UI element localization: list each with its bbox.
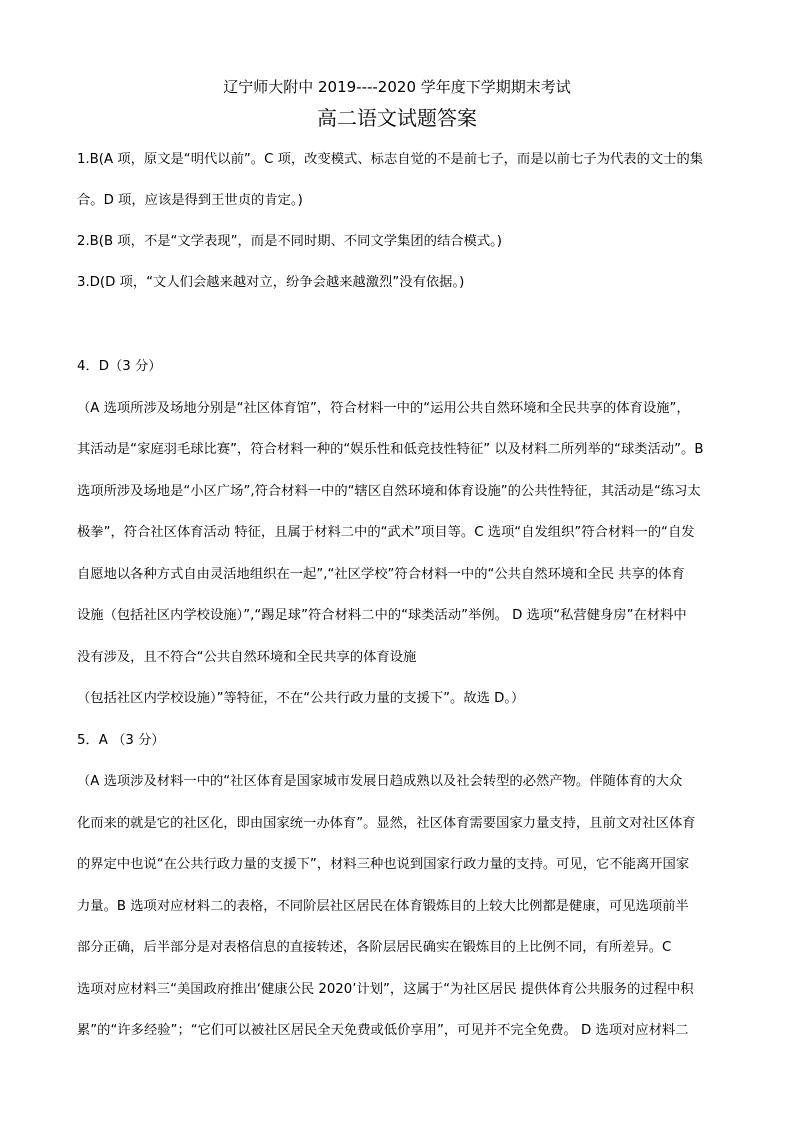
answer-line: 选项对应材料三“美国政府推出‘健康公民 2020’计划”，这属于“为社区居民 提供体育公共服务的过程中积 xyxy=(77,982,694,997)
answer-line: 选项所涉及场地是“小区广场”,符合材料一中的“辖区自然环境和体育设施”的公共性特征，其活动是“练习太 xyxy=(77,484,701,499)
answer-line: （包括社区内学校设施）”等特征，不在“公共行政力量的支援下”。故选 D。） xyxy=(77,691,525,706)
answer-line: 设施（包括社区内学校设施）”,“踢足球”符合材料二中的“球类活动”举例。 D 选项“私营健身房”在材料中 xyxy=(77,608,687,623)
answer-line: 化而来的就是它的社区化，即由国家统一办体育”。显然，社区体育需要国家力量支持，且前文对社区体育 xyxy=(77,816,696,831)
document-title: 高二语文试题答案 xyxy=(317,106,477,130)
answer-line: （A 选项涉及材料一中的“社区体育是国家城市发展日趋成熟以及社会转型的必然产物。伴随体育的大众 xyxy=(77,774,683,789)
answer-line: 累”的“许多经验”；“它们可以被社区居民全天免费或低价享用”，可见并不完全免费。 D 选项对应材料二 xyxy=(77,1023,689,1038)
answer-line: 极拳”，符合社区体育活动 特征，且属于材料二中的“武术”项目等。C 选项“自发组织”符合材料一的“自发 xyxy=(77,525,695,540)
answer-line: 自愿地以各种方式自由灵活地组织在一起”,“社区学校”符合材料一中的“公共自然环境和全民 共享的体育 xyxy=(77,567,685,582)
answer-line: 3.D(D 项，“文人们会越来越对立，纷争会越来越激烈”没有依据。) xyxy=(77,275,465,290)
answer-line: 其活动是“家庭羽毛球比赛”，符合材料一种的“娱乐性和低竞技性特征” 以及材料二所列举的“球类活动”。B xyxy=(77,442,704,457)
answer-line: 1.B(A 项，原文是“明代以前”。C 项，改变模式、标志自觉的不是前七子，而是以前七子为代表的文士的集 xyxy=(77,152,704,167)
answer-line: 4．D（3 分） xyxy=(77,359,162,374)
answer-line: 合。D 项，应该是得到王世贞的肯定。) xyxy=(77,193,303,208)
answer-line: 2.B(B 项，不是“文学表现”，而是不同时期、不同文学集团的结合模式。) xyxy=(77,234,502,249)
answer-line: （A 选项所涉及场地分别是“社区体育馆”，符合材料一中的“运用公共自然环境和全民共享的体育设施”， xyxy=(77,401,690,416)
school-exam-header: 辽宁师大附中 2019----2020 学年度下学期期末考试 xyxy=(223,78,571,96)
answer-line: 没有涉及，且不符合“公共自然环境和全民共享的体育设施 xyxy=(77,650,417,665)
answer-line: 力量。B 选项对应材料二的表格，不同阶层社区居民在体育锻炼目的上较大比例都是健康，可见选项前半 xyxy=(77,899,689,914)
answer-line: 部分正确，后半部分是对表格信息的直接转述，各阶层居民确实在锻炼目的上比例不同，有所差异。C xyxy=(77,940,672,955)
answer-line: 5．A （3 分） xyxy=(77,733,165,748)
answer-line: 的界定中也说“在公共行政力量的支援下”，材料三种也说到国家行政力量的支持。可见，它不能离开国家 xyxy=(77,857,690,872)
